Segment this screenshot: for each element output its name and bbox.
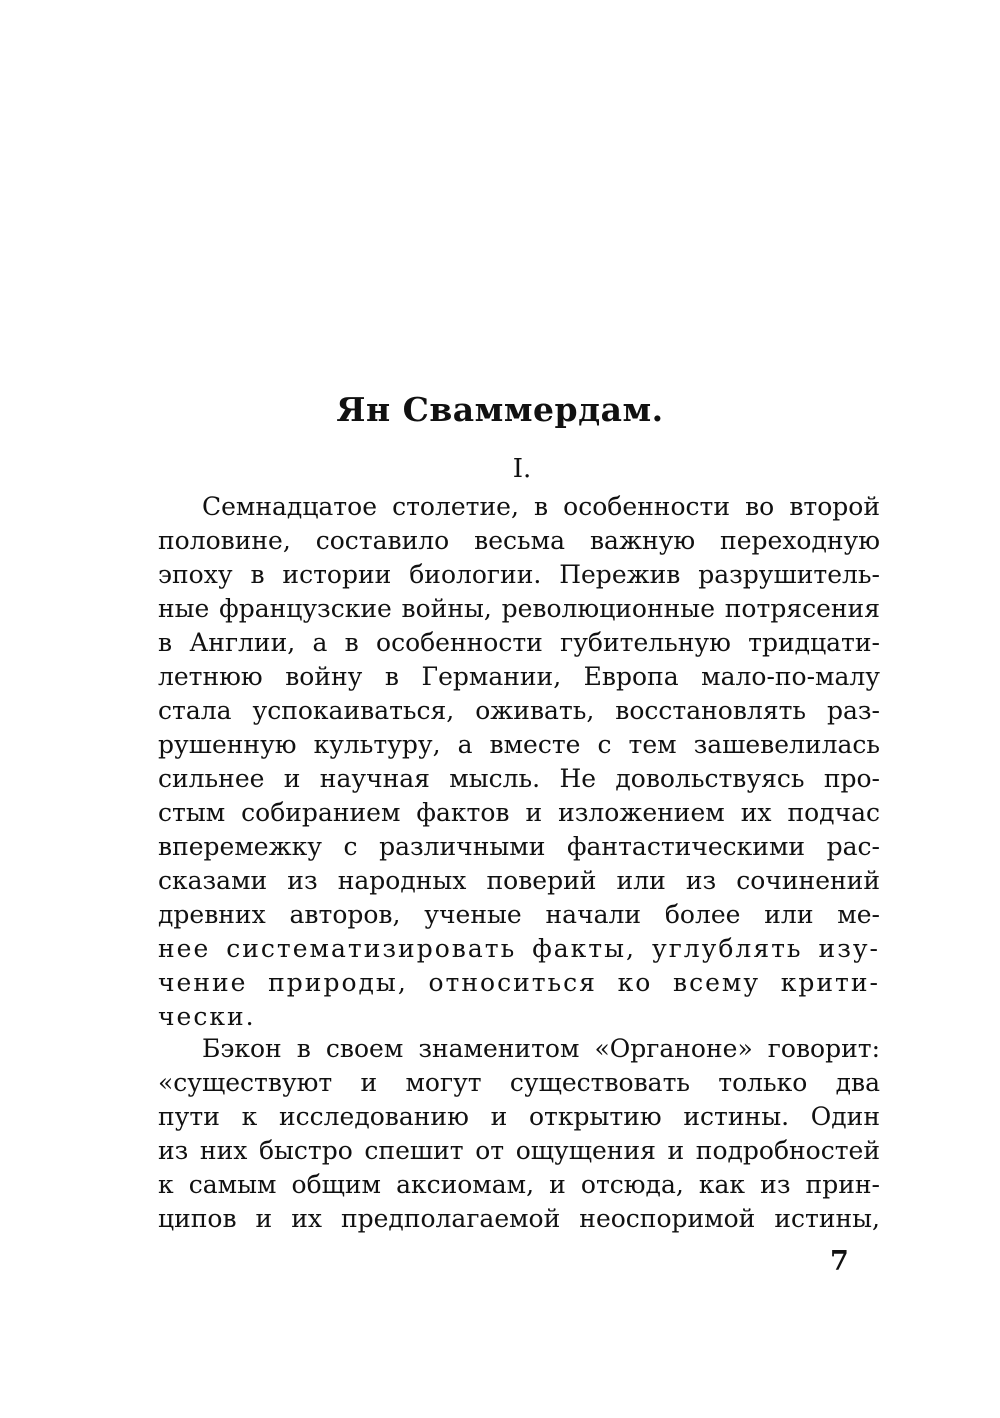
text-line: древних авторов, ученые начали более или ме-: [158, 900, 880, 929]
text-line: стала успокаиваться, оживать, восстановлять раз-: [158, 696, 880, 725]
text-line: сильнее и научная мысль. Не довольствуясь про-: [158, 764, 880, 793]
chapter-title: Ян Сваммердам.: [336, 390, 664, 429]
text-line: «существуют и могут существовать только два: [158, 1068, 880, 1097]
text-line: Бэкон в своем знаменитом «Органоне» говорит:: [202, 1034, 880, 1063]
text-line: ципов и их предполагаемой неоспоримой истины,: [158, 1204, 880, 1233]
text-line: эпоху в истории биологии. Пережив разрушитель-: [158, 560, 880, 589]
text-line: летнюю войну в Германии, Европа мало-по-малу: [158, 662, 880, 691]
text-line: сказами из народных поверий или из сочинений: [158, 866, 880, 895]
text-line: нее систематизировать факты, углублять изу-: [158, 934, 880, 963]
text-line: пути к исследованию и открытию истины. Один: [158, 1102, 880, 1131]
text-line: к самым общим аксиомам, и отсюда, как из прин-: [158, 1170, 880, 1199]
text-line: стым собиранием фактов и изложением их подчас: [158, 798, 880, 827]
text-line: рушенную культуру, а вместе с тем зашевелилась: [158, 730, 880, 759]
page-number: 7: [830, 1246, 849, 1277]
paragraph-2: [158, 1032, 880, 1236]
text-line: в Англии, а в особенности губительную тридцати-: [158, 628, 880, 657]
text-line: вперемежку с различными фантастическими рас-: [158, 832, 880, 861]
text-line: из них быстро спешит от ощущения и подробностей: [158, 1136, 880, 1165]
text-line: чески.: [158, 1002, 256, 1031]
paragraph-1: [158, 490, 880, 1034]
section-number: I.: [512, 454, 532, 484]
text-line: половине, составило весьма важную переходную: [158, 526, 880, 555]
text-line: Семнадцатое столетие, в особенности во второй: [202, 492, 880, 521]
text-line: ные французские войны, революционные потрясения: [158, 594, 880, 623]
text-line: чение природы, относиться ко всему крити-: [158, 968, 880, 997]
